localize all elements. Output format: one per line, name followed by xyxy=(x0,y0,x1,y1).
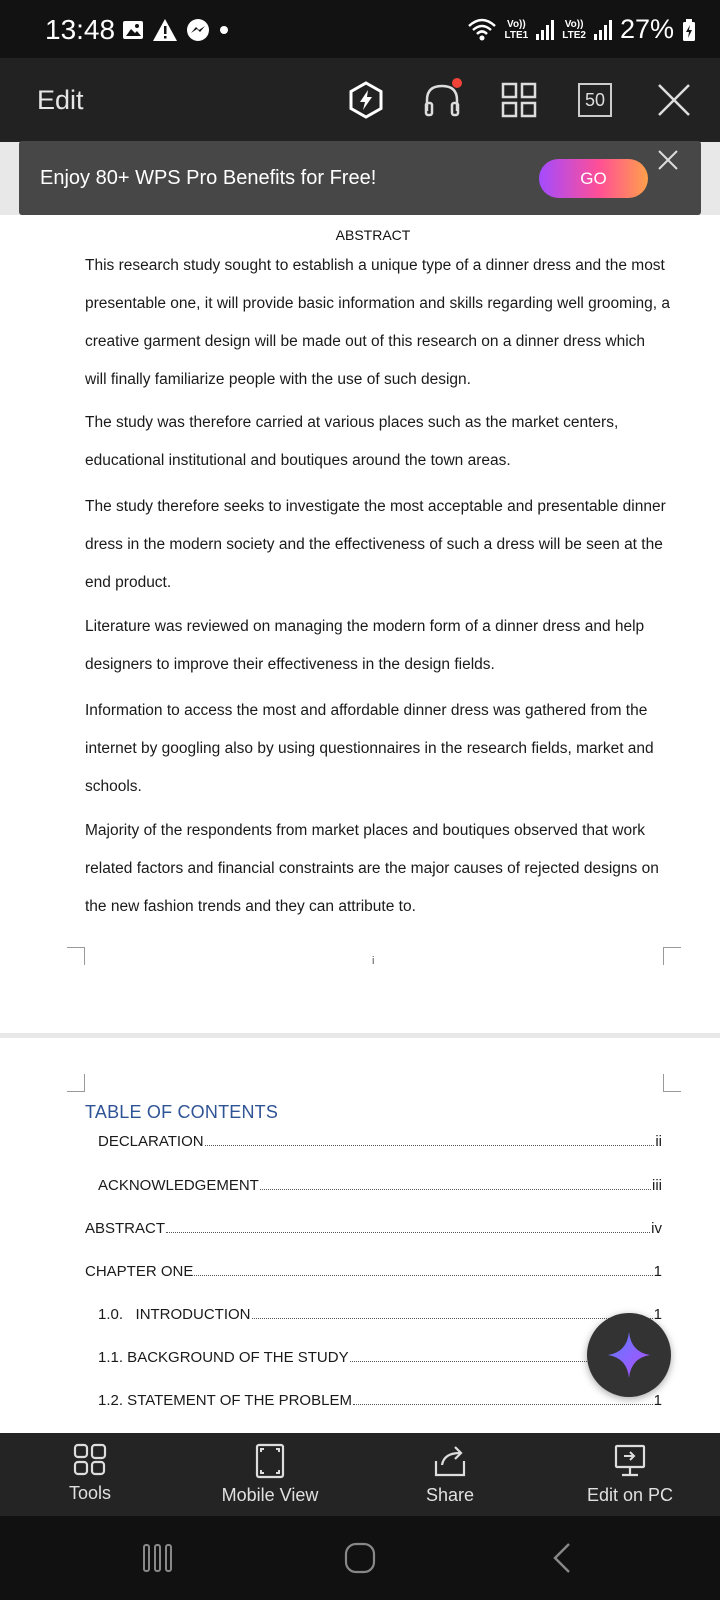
toc-entry-page: 1 xyxy=(653,1263,662,1280)
warning-icon xyxy=(152,18,178,42)
toc-entry[interactable] xyxy=(98,1387,662,1409)
toc-leader xyxy=(194,1275,652,1276)
status-time: 13:48 xyxy=(45,14,116,45)
toc-leader xyxy=(205,1145,655,1146)
promo-close-button[interactable] xyxy=(657,149,681,173)
battery-percent: 27% xyxy=(619,14,674,44)
tools-grid-icon xyxy=(73,1443,107,1477)
dot-icon xyxy=(218,24,230,36)
signal-icon xyxy=(594,20,612,40)
page-count-box xyxy=(578,83,612,117)
pro-lightning-button[interactable] xyxy=(344,78,388,122)
toc-entry-label: ABSTRACT xyxy=(85,1220,166,1237)
toc-heading: TABLE OF CONTENTS xyxy=(85,1102,279,1122)
toc-entry-label: CHAPTER ONE xyxy=(85,1263,194,1280)
share-label: Share xyxy=(425,1485,475,1505)
edit-button[interactable]: Edit xyxy=(37,85,84,115)
toc-leader xyxy=(252,1318,653,1319)
signal-icon xyxy=(536,20,554,40)
recent-apps-button[interactable] xyxy=(136,1538,180,1578)
toc-leader xyxy=(166,1232,650,1233)
toc-entry[interactable] xyxy=(98,1172,662,1194)
margin-corner-mark xyxy=(67,1074,85,1092)
notification-icons xyxy=(122,18,230,42)
close-icon xyxy=(657,149,679,171)
paragraph: Literature was reviewed on managing the modern form of a dinner dress and help designers to improve their effectiveness in the design fields. xyxy=(85,618,645,673)
toc-entry-label: 1.2. STATEMENT OF THE PROBLEM xyxy=(98,1392,352,1409)
paragraph: The study therefore seeks to investigate the most acceptable and presentable dinner dress in the modern society and the effectiveness of such a dress will be seen at the end product. xyxy=(85,498,666,591)
home-button[interactable] xyxy=(338,1538,382,1578)
listen-button[interactable] xyxy=(420,78,464,122)
margin-corner-mark xyxy=(663,947,681,965)
gallery-icon xyxy=(122,19,144,41)
edit-on-pc-label: Edit on PC xyxy=(586,1485,674,1505)
toc-entry-page: iv xyxy=(651,1220,662,1237)
toc-entry-label: 1.1. BACKGROUND OF THE STUDY xyxy=(98,1349,349,1366)
bottom-toolbar xyxy=(0,1433,720,1516)
messenger-icon xyxy=(186,18,210,42)
toc-leader xyxy=(260,1189,651,1190)
toc-entry-label: ACKNOWLEDGEMENT xyxy=(98,1177,259,1194)
desktop-icon xyxy=(612,1443,648,1479)
home-icon xyxy=(343,1541,377,1575)
close-document-button[interactable] xyxy=(652,78,696,122)
page-count: 50 xyxy=(584,89,606,110)
toc-entry-label: DECLARATION xyxy=(98,1133,204,1150)
tools-label: Tools xyxy=(68,1483,112,1503)
lightning-hexagon-icon xyxy=(348,81,384,119)
toc-leader xyxy=(353,1404,653,1405)
paragraph: Information to access the most and affordable dinner dress was gathered from the internet by googling also by using questionnaires in the research fields, market and schools. xyxy=(85,702,654,795)
paragraph: The study was therefore carried at various places such as the market centers, educational institutional and boutiques around the town areas. xyxy=(85,414,619,469)
mobile-view-button[interactable] xyxy=(180,1433,360,1516)
sparkle-star-icon xyxy=(606,1330,652,1380)
margin-corner-mark xyxy=(67,947,85,965)
mobile-view-icon xyxy=(255,1443,285,1479)
toc-entry-page: 1 xyxy=(653,1392,662,1409)
toc-entry[interactable] xyxy=(98,1344,662,1366)
promo-banner xyxy=(19,141,701,215)
status-bar xyxy=(0,0,720,58)
toc-entry[interactable] xyxy=(85,1258,662,1280)
toc-entry-label: 1.0. INTRODUCTION xyxy=(98,1306,251,1323)
toc-entry-page: iii xyxy=(652,1177,662,1194)
tools-button[interactable] xyxy=(0,1433,180,1516)
mobile-view-label: Mobile View xyxy=(221,1485,319,1505)
paragraph: Majority of the respondents from market places and boutiques observed that work related factors and financial constraints are the major causes of rejected designs on the new fashion trends and they can attribute to. xyxy=(85,822,659,915)
document-page-1 xyxy=(0,215,720,1033)
notification-dot xyxy=(452,78,462,88)
share-icon xyxy=(432,1443,468,1479)
ai-assistant-button[interactable] xyxy=(587,1313,671,1397)
page-number: i xyxy=(372,955,375,967)
abstract-heading: ABSTRACT xyxy=(335,227,411,243)
promo-text: Enjoy 80+ WPS Pro Benefits for Free! xyxy=(40,167,377,189)
system-navigation-bar xyxy=(0,1516,720,1600)
toc-entry-page: 1 xyxy=(653,1306,662,1323)
paragraph: This research study sought to establish a unique type of a dinner dress and the most presentable one, it will provide basic information and skills regarding well grooming, a creative garment design will be made out of this research on a dinner dress which will finally familiarize people with the use of such design. xyxy=(85,257,670,388)
edit-on-pc-button[interactable] xyxy=(540,1433,720,1516)
document-viewport[interactable] xyxy=(0,215,720,1433)
battery-charging-icon xyxy=(682,19,696,41)
wifi-icon xyxy=(467,18,497,42)
status-right xyxy=(467,14,696,45)
toc-entry-page: ii xyxy=(655,1133,662,1150)
grid-view-button[interactable] xyxy=(497,78,541,122)
share-button[interactable] xyxy=(360,1433,540,1516)
promo-go-button[interactable]: GO xyxy=(539,159,648,198)
back-button[interactable] xyxy=(540,1538,584,1578)
grid-icon xyxy=(501,82,537,118)
recent-apps-icon xyxy=(141,1541,175,1575)
margin-corner-mark xyxy=(663,1074,681,1092)
sim1-label: Vo)) LTE1 xyxy=(504,18,529,41)
toc-entry[interactable] xyxy=(98,1301,662,1323)
page-count-button[interactable] xyxy=(573,78,617,122)
sim2-label: Vo)) LTE2 xyxy=(562,18,586,41)
back-chevron-icon xyxy=(547,1541,577,1575)
toc-entry[interactable] xyxy=(85,1215,662,1237)
close-icon xyxy=(657,83,691,117)
toc-entry[interactable] xyxy=(98,1128,662,1150)
app-bar xyxy=(0,58,720,142)
